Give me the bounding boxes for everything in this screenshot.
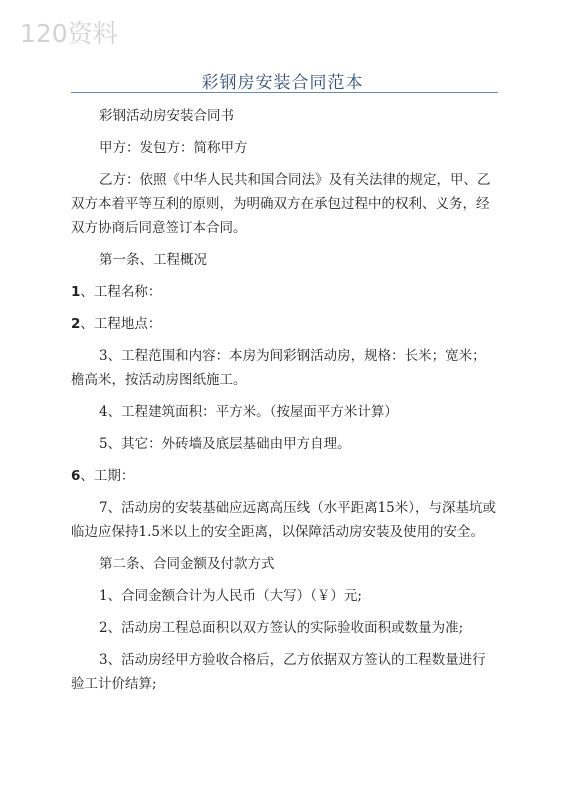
title-divider (71, 92, 498, 93)
watermark: 120资料 (20, 19, 118, 48)
document-title: 彩钢房安装合同范本 (201, 73, 364, 93)
document-body (71, 100, 497, 696)
item-number: 1 (71, 284, 81, 300)
paragraph: 4、工程建筑面积：平方米。（按屋面平方米计算） (99, 404, 398, 420)
paragraph: 3、活动房经甲方验收合格后，乙方依据双方签认的工程数量进行验工计价结算; (71, 652, 486, 692)
paragraph (71, 312, 497, 336)
paragraph: 彩钢活动房安装合同书 (99, 108, 234, 124)
paragraph: 2、活动房工程总面积以双方签认的实际验收面积或数量为准; (99, 620, 464, 636)
paragraph: 7、活动房的安装基础应远离高压线（水平距离15米），与深基坑或临边应保持1.5米以上的安全距离，以保障活动房安装及使用的安全。 (71, 500, 497, 540)
paragraph: 5、其它：外砖墙及底层基础由甲方自理。 (99, 436, 351, 452)
paragraph (71, 464, 497, 488)
item-number: 2 (71, 316, 81, 332)
paragraph: 3、工程范围和内容：本房为间彩钢活动房，规格：长米；宽米；檐高米，按活动房图纸施工。 (71, 348, 486, 388)
section-heading: 第二条、合同金额及付款方式 (99, 556, 275, 572)
paragraph: 乙方：依照《中华人民共和国合同法》及有关法律的规定，甲、乙双方本着平等互利的原则，为明确双方在承包过程中的权利、义务，经双方协商后同意签订本合同。 (71, 172, 491, 236)
item-text: 、工期： (80, 468, 135, 484)
paragraph (71, 280, 497, 304)
section-heading: 第一条、工程概况 (99, 252, 207, 268)
item-text: 、工程名称： (80, 284, 162, 300)
paragraph: 甲方：发包方：简称甲方 (99, 140, 248, 156)
paragraph: 1、合同金额合计为人民币（大写）（￥）元; (99, 588, 362, 604)
item-number: 6 (71, 468, 81, 484)
item-text: 、工程地点： (80, 316, 162, 332)
